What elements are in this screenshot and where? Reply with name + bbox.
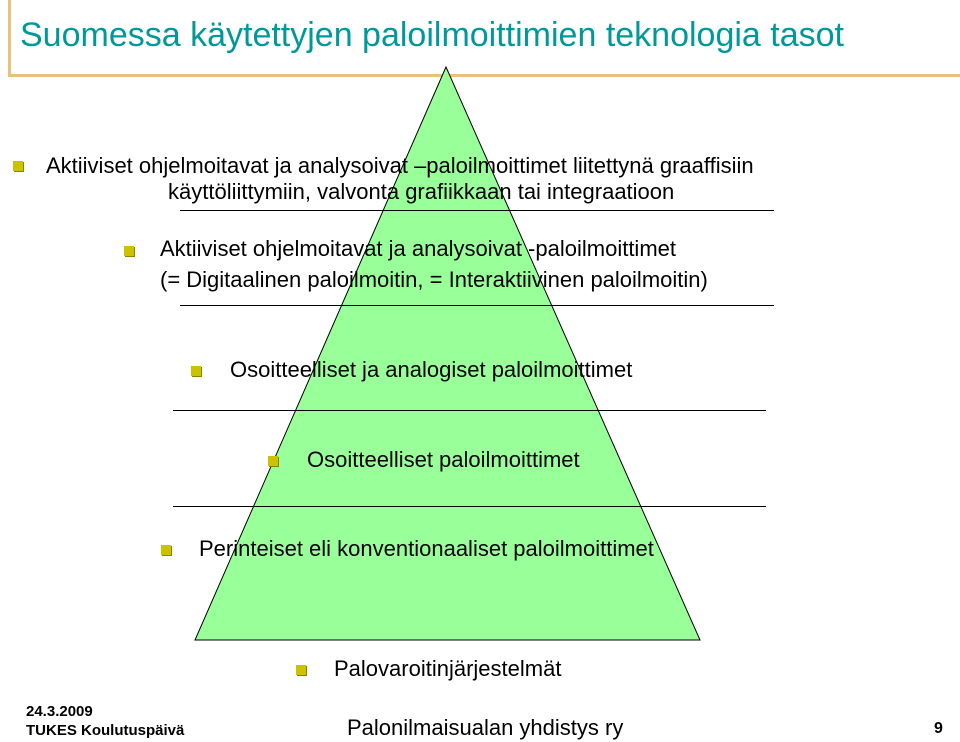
level-4-label: Osoitteelliset paloilmoittimet	[307, 447, 580, 472]
bullet-icon	[13, 161, 23, 171]
level-divider	[180, 305, 774, 306]
bullet-icon	[296, 665, 306, 675]
bullet-icon	[161, 545, 171, 555]
level-divider	[180, 210, 774, 211]
page-number: 9	[934, 720, 943, 737]
level-divider	[173, 506, 766, 507]
level-3-label: Osoitteelliset ja analogiset paloilmoittimet	[230, 357, 633, 382]
bullet-icon	[124, 246, 134, 256]
level-2-line-2: (= Digitaalinen paloilmoitin, = Interaktiivinen paloilmoitin)	[160, 267, 708, 292]
footer-date: 24.3.2009	[26, 703, 93, 720]
level-divider	[173, 410, 766, 411]
bullet-icon	[268, 456, 278, 466]
level-5-label: Perinteiset eli konventionaaliset paloilmoittimet	[199, 536, 654, 561]
level-6-label: Palovaroitinjärjestelmät	[334, 656, 562, 681]
level-1-line-1: Aktiiviset ohjelmoitavat ja analysoivat –paloilmoittimet liitettynä graaffisiin	[46, 153, 754, 178]
bullet-icon	[191, 366, 201, 376]
footer-organization: Palonilmaisualan yhdistys ry	[347, 715, 624, 740]
footer-left	[26, 702, 184, 740]
slide-title: Suomessa käytettyjen paloilmoittimien teknologia tasot	[20, 16, 844, 54]
level-1-line-2: käyttöliittymiin, valvonta grafiikkaan tai integraatioon	[168, 179, 675, 204]
footer-event: TUKES Koulutuspäivä	[26, 722, 185, 739]
level-2-line-1: Aktiiviset ohjelmoitavat ja analysoivat -paloilmoittimet	[160, 236, 676, 261]
